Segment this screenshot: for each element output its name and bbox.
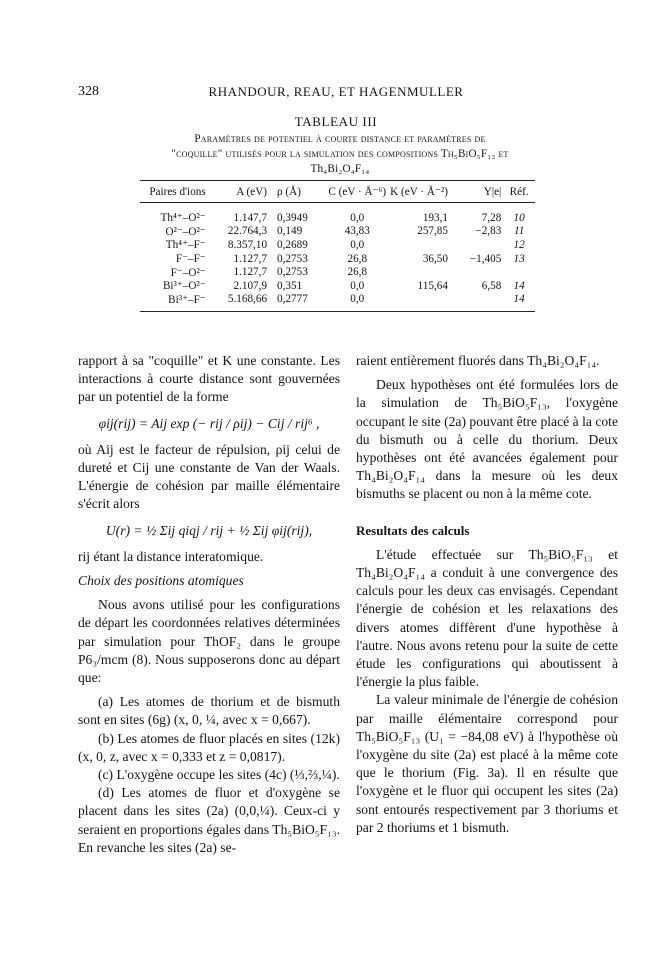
cell-rho: 0,2753	[277, 252, 308, 265]
cell-C: 0,0	[326, 293, 388, 312]
page-number: 328	[78, 84, 99, 99]
paragraph: où Aij est le facteur de répulsion, ρij celui de dureté et Cij une constante de Van der Waals. L'énergie de cohésion par maille élémentaire s'écrit alors	[78, 441, 340, 512]
cell-A: 2.107,9	[233, 279, 268, 292]
cell-rho: 0,2777	[269, 293, 326, 312]
cell-pair: Bi³⁺–O²⁻	[162, 280, 206, 293]
cell-K	[388, 293, 450, 312]
cell-ref: 12	[513, 238, 525, 251]
cell-pair: Th⁴⁺–F⁻	[165, 239, 206, 252]
cell-ref: 14	[503, 293, 535, 312]
cell-rho: 0,2753	[277, 266, 308, 279]
cell-K	[388, 238, 450, 252]
paragraph: (d) Les atomes de fluor et d'oxygène se placent dans les sites (2a) (0,0,¼). Ceux-ci y seraient en proportions égales dans Th₅BiO₅F₁₃. En revanche les sites (2a) se-	[78, 785, 340, 855]
caption-line: "coquille" utilisés pour la simulation des compositions Th₅BiO₅F₁₃ et	[171, 148, 509, 160]
section-heading: Resultats des calculs	[356, 522, 470, 538]
table-row	[140, 265, 535, 279]
paragraph: raient entièrement fluorés dans Th₄Bi₂O₄F₁₄.	[356, 353, 600, 368]
paragraph: L'étude effectuée sur Th₅BiO₅F₁₃ et Th₄Bi₂O₄F₁₄ a conduit à une convergence des calculs pour les deux cas envisagés. Cependant l'énergie de cohésion et les relaxations des divers atomes diffèrent d'une hypothèse à l'autre. Nous avons retenu pour la suite de cette étude les configurations qui aboutissent à l'énergie la plus faible.	[356, 546, 618, 690]
paragraph: (c) L'oxygène occupe les sites (4c) (⅓,⅔,¼).	[98, 767, 340, 783]
paragraph: rapport à sa "coquille" et K une constante. Les interactions à courte distance sont gouvernées par un potentiel de la forme	[78, 353, 340, 405]
right-column	[356, 352, 618, 837]
cell-pair: Bi³⁺–F⁻	[140, 293, 208, 312]
equation-potential: φij(rij) = Aij exp (− rij / ρij) − Cij / rij⁶ ,	[98, 415, 320, 431]
table-row	[140, 203, 535, 225]
running-head: RHANDOUR, REAU, ET HAGENMULLER	[208, 84, 464, 99]
cell-ref: 11	[513, 225, 525, 238]
column-header: ρ (Å)	[269, 181, 326, 203]
cell-A: 1.147,7	[233, 211, 268, 224]
cell-K: 193,1	[422, 211, 448, 224]
cell-K	[388, 265, 450, 279]
column-header: Réf.	[503, 181, 535, 203]
paragraph: (a) Les atomes de thorium et de bismuth sont en sites (6g) (x, 0, ¼, avec x = 0,667).	[78, 694, 340, 728]
table-caption	[150, 132, 530, 177]
column-header: Paires d'ions	[140, 181, 208, 203]
cell-rho: 0,3949	[277, 211, 308, 224]
cell-C: 43,83	[344, 225, 370, 238]
table-row	[140, 238, 535, 252]
cell-A: 8.357,10	[227, 238, 268, 251]
table-row	[140, 252, 535, 266]
cell-A: 1.127,7	[233, 252, 268, 265]
column-header: A (eV)	[208, 181, 269, 203]
caption-line: Paramètres de potentiel à courte distance et paramètres de	[194, 133, 486, 145]
cell-A: 5.168,66	[208, 293, 269, 312]
cell-Y	[450, 265, 503, 279]
table-row	[140, 225, 535, 239]
left-column	[78, 352, 340, 857]
cell-pair: F⁻–O²⁻	[170, 266, 206, 279]
column-header: C (eV · Å⁻⁶)	[326, 181, 388, 203]
cell-C: 0,0	[350, 211, 365, 224]
table-title: TABLEAU III	[294, 114, 378, 129]
cell-C: 26,8	[347, 252, 368, 265]
cell-ref	[503, 265, 535, 279]
section-heading: Choix des positions atomiques	[78, 573, 244, 589]
caption-line: Th₄Bi₂O₄F₁₄	[310, 163, 370, 175]
cell-pair: F⁻–F⁻	[175, 253, 206, 266]
cell-rho: 0,149	[277, 225, 303, 238]
paragraph: (b) Les atomes de fluor placés en sites (12k) (x, 0, z, avec x = 0,333 et z = 0,0817).	[78, 730, 340, 764]
cell-ref: 10	[513, 211, 525, 224]
cell-K: 36,50	[422, 252, 448, 265]
cell-ref: 14	[513, 279, 525, 292]
cell-C: 26,8	[347, 266, 368, 279]
column-header: K (eV · Å⁻²)	[388, 181, 450, 203]
cell-Y	[450, 293, 503, 312]
page-header	[0, 84, 672, 102]
equation-cohesion-energy: U(r) = ½ Σij qiqj / rij + ½ Σij φij(rij),	[105, 522, 313, 538]
cell-K: 257,85	[417, 225, 448, 238]
cell-ref: 13	[513, 252, 525, 265]
paragraph: Nous avons utilisé pour les configurations de départ les coordonnées relatives déterminées par simulation pour ThOF₂ dans le groupe P6₃/mcm (8). Nous supposerons donc au départ que:	[78, 597, 340, 686]
cell-rho: 0,2689	[277, 238, 308, 251]
table-row	[140, 293, 535, 312]
paragraph: rij étant la distance interatomique.	[78, 548, 264, 564]
paragraph: La valeur minimale de l'énergie de cohésion par maille élémentaire correspond pour Th₅BiO₅F₁₃ (U₁ = −84,08 eV) à l'hypothèse où l'oxygène du site (2a) est placé à la même cote que le thorium (Fig. 3a). Il en résulte que l'oxygène et le fluor qui occupent les sites (2a) sont entourés respectivement par 3 thoriums et par 2 thoriums et 1 bismuth.	[356, 692, 618, 835]
cell-C: 0,0	[350, 238, 365, 251]
cell-pair: Th⁴⁺–O²⁻	[160, 212, 206, 225]
cell-Y	[450, 238, 503, 252]
cell-K: 115,64	[417, 279, 448, 292]
paragraph: Deux hypothèses ont été formulées lors de la simulation de Th₅BiO₅F₁₃, l'oxygène occupant le site (2a) pouvant être placé à la cote du bismuth ou à celle du thorium. Deux hypothèses ont été avancées également pour Th₄Bi₂O₄F₁₄ dans la mesure où les deux bismuths se placent ou non à la même cote.	[356, 377, 618, 502]
cell-pair: O²⁻–O²⁻	[165, 225, 206, 238]
cell-rho: 0,351	[277, 279, 303, 292]
cell-Y: 7,28	[481, 211, 502, 224]
table-header-row	[140, 181, 535, 203]
parameter-table	[140, 180, 535, 312]
cell-C: 0,0	[350, 279, 365, 292]
cell-Y: 6,58	[481, 279, 502, 292]
cell-Y: −2,83	[475, 225, 502, 238]
table-row	[140, 279, 535, 293]
cell-A: 22.764,3	[227, 225, 268, 238]
cell-Y: −1,405	[469, 252, 502, 265]
cell-A: 1.127,7	[233, 266, 268, 279]
column-header: Y|e|	[450, 181, 503, 203]
